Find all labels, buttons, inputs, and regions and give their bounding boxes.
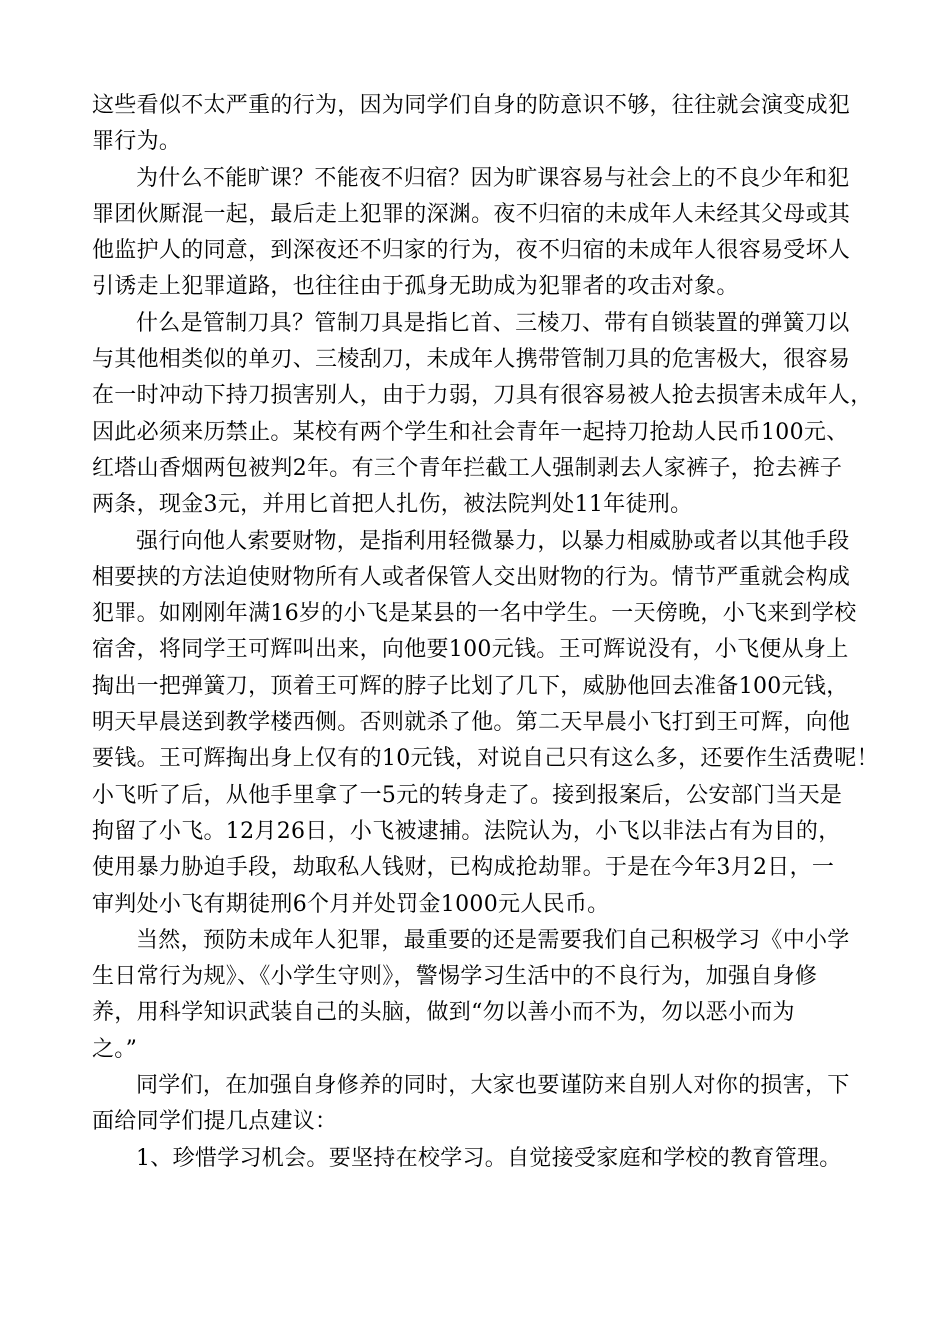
text-line: 这些看似不太严重的行为，因为同学们自身的防意识不够，往往就会演变成犯	[92, 93, 851, 118]
text-line: 面给同学们提几点建议：	[92, 1109, 338, 1135]
text-line: 相要挟的方法迫使财物所有人或者保管人交出财物的行为。情节严重就会构成	[92, 564, 851, 590]
text-line: 要钱。王可辉掏出身上仅有的10元钱，对说自己只有这么多，还要作生活费呢！	[92, 746, 879, 772]
text-line: 与其他相类似的单刃、三棱刮刀，未成年人携带管制刀具的危害极大，很容易	[92, 347, 851, 373]
text-line: 两条，现金3元，并用匕首把人扎伤，被法院判处11年徒刑。	[92, 492, 693, 518]
text-line: 罪团伙厮混一起，最后走上犯罪的深渊。夜不归宿的未成年人未经其父母或其	[92, 201, 851, 227]
paragraph-start-line: 同学们，在加强自身修养的同时，大家也要谨防来自别人对你的损害，下	[136, 1073, 850, 1099]
text-line: 因此必须来历禁止。某校有两个学生和社会青年一起持刀抢劫人民币100元、	[92, 419, 849, 445]
list-item-line: 1、珍惜学习机会。要坚持在校学习。自觉接受家庭和学校的教育管理。	[136, 1145, 842, 1171]
text-line: 引诱走上犯罪道路，也往往由于孤身无助成为犯罪者的攻击对象。	[92, 274, 739, 300]
text-line: 审判处小飞有期徒刑6个月并处罚金1000元人民币。	[92, 891, 610, 917]
text-line: 在一时冲动下持刀损害别人，由于力弱，刀具有很容易被人抢去损害未成年人，	[92, 383, 873, 409]
text-line: 之。”	[92, 1036, 138, 1062]
text-line: 使用暴力胁迫手段，劫取私人钱财，已构成抢劫罪。于是在今年3月2日，一	[92, 855, 835, 881]
paragraph-start-line: 什么是管制刀具？管制刀具是指匕首、三棱刀、带有自锁装置的弹簧刀以	[136, 310, 850, 336]
text-line: 犯罪。如刚刚年满16岁的小飞是某县的一名中学生。一天傍晚，小飞来到学校	[92, 601, 857, 627]
document-body	[92, 88, 882, 1177]
paragraph-start-line: 强行向他人索要财物，是指利用轻微暴力，以暴力相威胁或者以其他手段	[136, 528, 850, 554]
text-line: 拘留了小飞。12月26日，小飞被逮捕。法院认为，小飞以非法占有为目的，	[92, 818, 841, 844]
paragraph-start-line: 当然，预防未成年人犯罪，最重要的还是需要我们自己积极学习《中小学	[136, 927, 850, 953]
text-line: 养，用科学知识武装自己的头脑，做到“勿以善小而不为，勿以恶小而为	[92, 1000, 795, 1026]
text-line: 他监护人的同意，到深夜还不归家的行为，夜不归宿的未成年人很容易受坏人	[92, 238, 851, 264]
text-line: 掏出一把弹簧刀，顶着王可辉的脖子比划了几下，威胁他回去准备100元钱，	[92, 673, 849, 699]
paragraph-start-line: 为什么不能旷课？不能夜不归宿？因为旷课容易与社会上的不良少年和犯	[136, 165, 850, 191]
text-line: 明天早晨送到教学楼西侧。否则就杀了他。第二天早晨小飞打到王可辉，向他	[92, 710, 851, 736]
text-line: 罪行为。	[92, 129, 182, 155]
text-line: 宿舍，将同学王可辉叫出来，向他要100元钱。王可辉说没有，小飞便从身上	[92, 637, 849, 663]
text-line: 小飞听了后，从他手里拿了一5元的转身走了。接到报案后，公安部门当天是	[92, 782, 843, 808]
text-line: 生日常行为规》、《小学生守则》，警惕学习生活中的不良行为，加强自身修	[92, 964, 818, 990]
text-line: 红塔山香烟两包被判2年。有三个青年拦截工人强制剥去人家裤子，抢去裤子	[92, 455, 843, 481]
